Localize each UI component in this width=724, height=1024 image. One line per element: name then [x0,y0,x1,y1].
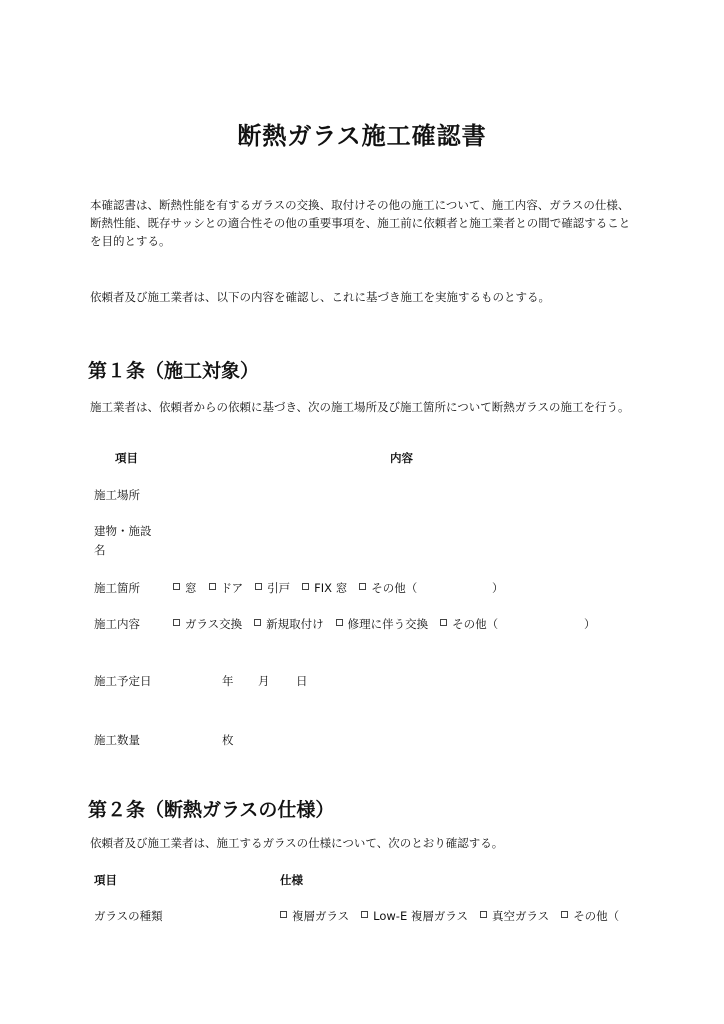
row-glass-type-label: ガラスの種類 [94,909,163,923]
date-year: 年 [222,674,234,688]
article2-heading: 第２条（断熱ガラスの仕様） [88,799,335,821]
table2-header-item: 項目 [94,873,117,887]
glass-type-options [280,908,619,924]
work-option-other[interactable]: その他（ [440,616,498,632]
checkbox-icon [254,619,261,626]
qty-unit: 枚 [222,733,234,747]
table2-header-spec: 仕様 [280,873,303,887]
checkbox-icon [359,583,366,590]
checkbox-icon [440,619,447,626]
work-option-new-install[interactable]: 新規取付け [254,616,324,632]
location-option-sliding-door[interactable]: 引戸 [255,580,290,596]
checkbox-icon [280,911,287,918]
article2-text: 依頼者及び施工業者は、施工するガラスの仕様について、次のとおり確認する。 [90,836,504,850]
table1-header-content: 内容 [390,451,413,465]
checkbox-icon [173,583,180,590]
table1-header-item: 項目 [115,451,138,465]
location-options [173,580,417,596]
checkbox-icon [561,911,568,918]
location-option-fix-window[interactable]: FIX 窓 [302,580,347,596]
location-option-door[interactable]: ドア [209,580,244,596]
work-other-close: ） [584,617,596,631]
glass-option-other[interactable]: その他（ [561,908,619,924]
glass-option-double[interactable]: 複層ガラス [280,908,349,924]
checkbox-icon [209,583,216,590]
row-location-label: 施工箇所 [94,581,140,595]
checkbox-icon [480,911,487,918]
checkbox-icon [361,911,368,918]
glass-option-lowe-double[interactable]: Low-E 複層ガラス [361,908,468,924]
article1-heading: 第１条（施工対象） [88,360,260,382]
checkbox-icon [255,583,262,590]
checkbox-icon [336,619,343,626]
date-day: 日 [296,674,308,688]
location-other-close: ） [492,581,504,595]
checkbox-icon [173,619,180,626]
location-option-other[interactable]: その他（ [359,580,417,596]
work-option-repair-exchange[interactable]: 修理に伴う交換 [336,616,429,632]
row-work-label: 施工内容 [94,617,140,631]
row-place-label: 施工場所 [94,488,140,502]
work-options [173,616,498,632]
checkbox-icon [302,583,309,590]
article1-text: 施工業者は、依頼者からの依頼に基づき、次の施工場所及び施工箇所について断熱ガラスの施工を行う。 [90,400,630,414]
row-building-label: 建物・施設名 [94,524,152,557]
glass-option-vacuum[interactable]: 真空ガラス [480,908,549,924]
confirm-paragraph: 依頼者及び施工業者は、以下の内容を確認し、これに基づき施工を実施するものとする。 [90,290,550,304]
row-qty-label: 施工数量 [94,733,140,747]
intro-paragraph: 本確認書は、断熱性能を有するガラスの交換、取付けその他の施工について、施工内容、ガラスの仕様、断熱性能、既存サッシとの適合性その他の重要事項を、施工前に依頼者と施工業者との間で確認することを目的とする。 [90,198,631,248]
document-title: 断熱ガラス施工確認書 [237,122,487,150]
date-month: 月 [258,674,270,688]
location-option-window[interactable]: 窓 [173,580,197,596]
row-date-label: 施工予定日 [94,674,152,688]
work-option-glass-exchange[interactable]: ガラス交換 [173,616,242,632]
